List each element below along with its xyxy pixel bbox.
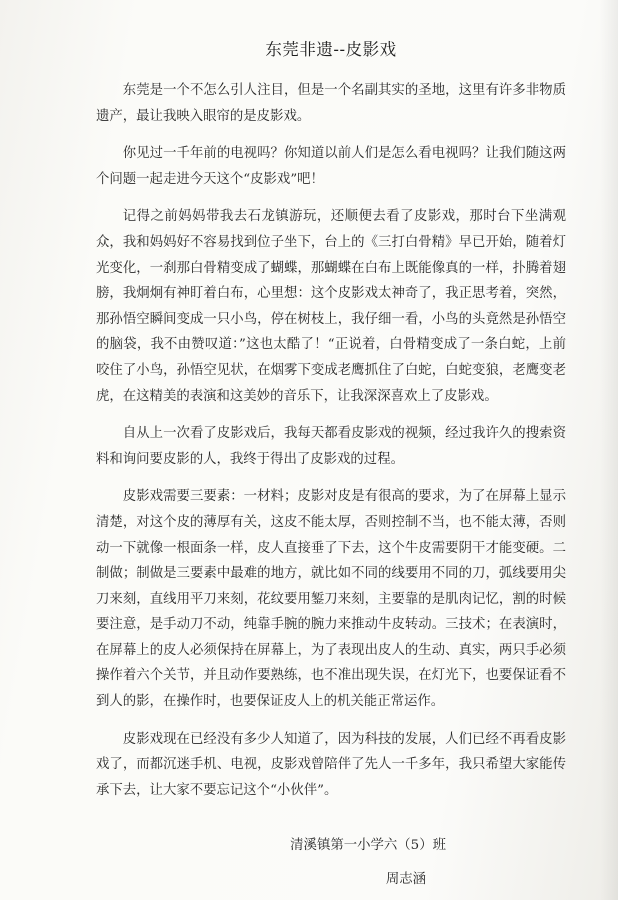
author-name: 周志涵 <box>385 872 426 888</box>
paragraph-question: 你见过一千年前的电视吗？你知道以前人们是怎么看电视吗？让我们随这两个问题一起走进今天这个“皮影戏”吧！ <box>96 146 566 187</box>
paragraph-conclusion: 皮影戏现在已经没有多少人知道了，因为科技的发展，人们已经不再看皮影戏了，而都沉迷手机、电视，皮影戏曾陪伴了先人一千多年，我只希望大家能传承下去，让大家不要忘记这个“小伙伴”。 <box>96 731 566 798</box>
paragraph-three-elements: 皮影戏需要三要素：一材料；皮影对皮是有很高的要求，为了在屏幕上显示清楚，对这个皮的薄厚有关，这皮不能太厚，否则控制不当，也不能太薄，否则动一下就像一根面条一样，皮人直接垂了下去，这个牛皮需要阴干才能变硬。二制做；制做是三要素中最难的地方，就比如不同的线要用不同的刀，弧线要用尖刀来刻，直线用平刀来刻，花纹要用錾刀来刻，主要靠的是肌肉记忆，割的时候要注意，是手动刀不动，纯靠手腕的腕力来推动牛皮转动。三技术；在表演时，在屏幕上的皮人必须保持在屏幕上，为了表现出皮人的生动、真实，两只手必须操作着六个关节，并且动作要熟练，也不准出现失误，在灯光下，也要保证看不到人的影，在操作时，也要保证皮人上的机关能正常运作。 <box>96 489 566 710</box>
paragraph-memory: 记得之前妈妈带我去石龙镇游玩，还顺便去看了皮影戏，那时台下坐满观众，我和妈妈好不容易找到位子坐下，台上的《三打白骨精》早已开始，随着灯光变化，一刹那白骨精变成了蝴蝶，那蝴蝶在白布上既能像真的一样，扑腾着翅膀，我炯炯有神盯着白布，心里想：这个皮影戏太神奇了，我正思考着，突然，那孙悟空瞬间变成一只小鸟，停在树枝上，我仔细一看，小鸟的头竟然是孙悟空的脑袋，我不由赞叹道：”这也太酷了！“正说着，白骨精变成了一条白蛇，上前咬住了小鸟，孙悟空见状，在烟雾下变成老鹰抓住了白蛇，白蛇变狼，老鹰变老虎，在这精美的表演和这美妙的音乐下，让我深深喜欢上了皮影戏。 <box>96 209 566 404</box>
paragraph-intro: 东莞是一个不怎么引人注目，但是一个名副其实的圣地，这里有许多非物质遗产，最让我映入眼帘的是皮影戏。 <box>96 83 566 124</box>
signature-block <box>96 829 566 897</box>
paragraph-research: 自从上一次看了皮影戏后，我每天都看皮影戏的视频，经过我许久的搜索资料和询问要皮影的人，我终于得出了皮影戏的过程。 <box>96 426 566 467</box>
document-title: 东莞非遗--皮影戏 <box>265 40 397 59</box>
school-name: 清溪镇第一小学六（5）班 <box>290 838 446 854</box>
